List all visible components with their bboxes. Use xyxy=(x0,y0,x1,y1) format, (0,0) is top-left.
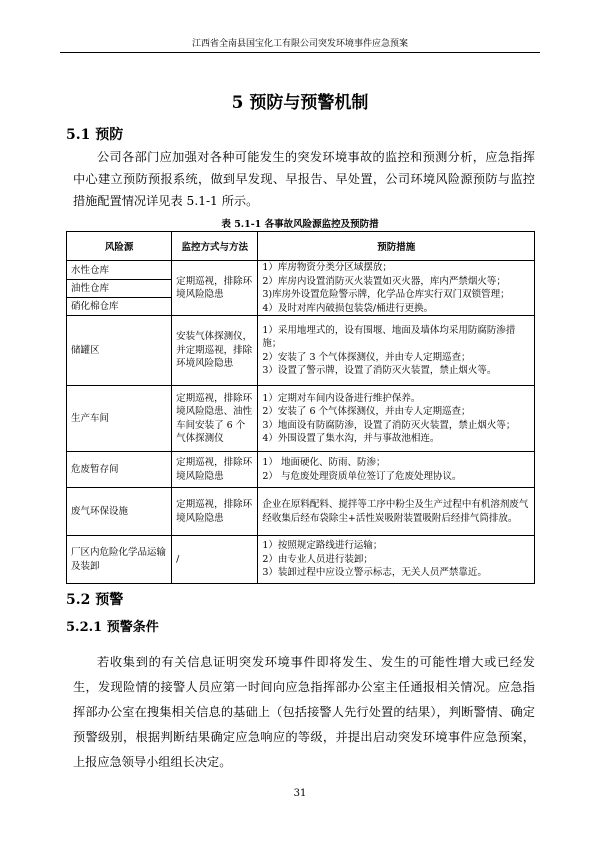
measure-line: 4）及时对库内破损包装袋/桶进行更换。 xyxy=(262,302,434,314)
measure-line: 2）由专业人员进行装卸； xyxy=(262,553,373,565)
measure-line: 1）按照规定路线进行运输； xyxy=(262,540,383,552)
section-5-1-paragraph: 公司各部门应加强对各种可能发生的突发环境事故的监控和预测分析，应急指挥中心建立预防预报系统，做到早发现、早报告、早处置，公司环境风险源预防与监控措施配置情况详见表 5.1-1 所示。 xyxy=(73,150,535,208)
measure-line: 3）设置了警示牌，设置了消防灭火装置，禁止烟火等。 xyxy=(262,365,497,376)
prevention-measures-cell xyxy=(258,316,535,386)
measure-line: 2）安装了 6 个气体探测仪，并由专人定期巡查； xyxy=(262,406,471,417)
table-row xyxy=(67,536,535,584)
risk-source-cell: 生产车间 xyxy=(67,386,172,452)
section-heading-5-2: 5.2 预警 xyxy=(66,592,124,608)
monitoring-method-cell: 定期巡视，排除环境风险隐患 xyxy=(172,488,258,536)
header-prevention-measures: 预防措施 xyxy=(258,232,535,261)
risk-source-cell: 硝化棉仓库 xyxy=(71,300,119,312)
risk-source-cell: 废气环保设施 xyxy=(67,488,172,536)
risk-source-cell: 储罐区 xyxy=(67,316,172,386)
prevention-measures-cell xyxy=(258,452,535,488)
monitoring-method-cell: 定期巡视，排除环境风险隐患 xyxy=(172,452,258,488)
monitoring-method-cell: 定期巡视，排除环境风险隐患、油性车间安装了 6 个气体探测仪 xyxy=(172,386,258,452)
chapter-title: 5 预防与预警机制 xyxy=(231,93,369,113)
monitoring-method-cell: / xyxy=(172,536,258,584)
table-row xyxy=(67,261,535,316)
measure-line: 1）定期对车间内设备进行维护保养。 xyxy=(262,392,421,404)
monitoring-method-cell: 定期巡视，排除环境风险隐患 xyxy=(172,261,258,316)
table-row xyxy=(67,488,535,536)
table-caption: 表 5.1-1 各事故风险源监控及预防措 xyxy=(221,219,379,230)
header-monitoring-method: 监控方式与方法 xyxy=(172,232,258,261)
header-risk-source: 风险源 xyxy=(67,232,172,261)
prevention-measures-cell xyxy=(258,386,535,452)
table-header-row xyxy=(67,232,535,261)
section-heading-5-1: 5.1 预防 xyxy=(66,127,124,143)
measure-line: 3）装卸过程中应设立警示标志，无关人员严禁靠近。 xyxy=(262,567,487,579)
measure-line: 2）库房内设置消防灭火装置如灭火器，库内严禁烟火等； xyxy=(262,275,506,287)
measure-line: 1）库房物资分类分区域摆放； xyxy=(262,262,392,273)
table-row xyxy=(67,316,535,386)
monitoring-method-cell: 安装气体探测仪，并定期巡视，排除环境风险隐患 xyxy=(172,316,258,386)
section-heading-5-2-1: 5.2.1 预警条件 xyxy=(66,620,159,635)
page-header: 江西省全南县国宝化工有限公司突发环境事件应急预案 xyxy=(60,36,540,53)
risk-source-cell: 水性仓库 xyxy=(67,262,171,280)
risk-source-cell: 油性仓库 xyxy=(67,280,171,298)
risk-source-cell: 危废暂存间 xyxy=(67,452,172,488)
prevention-measures-cell xyxy=(258,536,535,584)
page-number: 31 xyxy=(293,788,307,799)
measure-line: 3）地面设有防腐防渗，设置了消防灭火装置，禁止烟火等； xyxy=(262,419,516,431)
prevention-measures-cell xyxy=(258,261,535,316)
risk-source-cell: 厂区内危险化学品运输及装卸 xyxy=(67,536,172,584)
table-row xyxy=(67,386,535,452)
measure-line: 3)库房外设置危险警示牌，化学品仓库实行双门双锁管理； xyxy=(262,289,510,300)
measure-line: 2） 与危废处理资质单位签订了危废处理协议。 xyxy=(262,470,462,482)
measure-line: 4）外围设置了集水沟，并与事故池相连。 xyxy=(262,433,440,444)
risk-source-table xyxy=(66,231,535,584)
risk-source-group xyxy=(67,261,172,316)
section-5-2-1-paragraph: 若收集到的有关信息证明突发环境事件即将发生、发生的可能性增大或已经发生，发现险情的接警人员应第一时间向应急指挥部办公室主任通报相关情况。应急指挥部办公室在搜集相关信息的基础上（包括接警人先行处置的结果），判断警情、确定预警级别，根据判断结果确定应急响应的等级，并提出启动突发环境事件应急预案，上报应急领导小组组长决定。 xyxy=(73,655,535,769)
measure-line: 1）采用地埋式的，设有围堰、地面及墙体均采用防腐防渗措施； xyxy=(262,324,516,349)
measure-line: 企业在原料配料、搅拌等工序中粉尘及生产过程中有机溶剂废气经收集后经布袋除尘+活性炭吸附装置吸附后经排气筒排放。 xyxy=(262,499,529,524)
measure-line: 1） 地面硬化、防雨、防渗； xyxy=(262,457,386,468)
prevention-measures-cell xyxy=(258,488,535,536)
table-row xyxy=(67,452,535,488)
measure-line: 2）安装了 3 个气体探测仪，并由专人定期巡查； xyxy=(262,351,471,363)
